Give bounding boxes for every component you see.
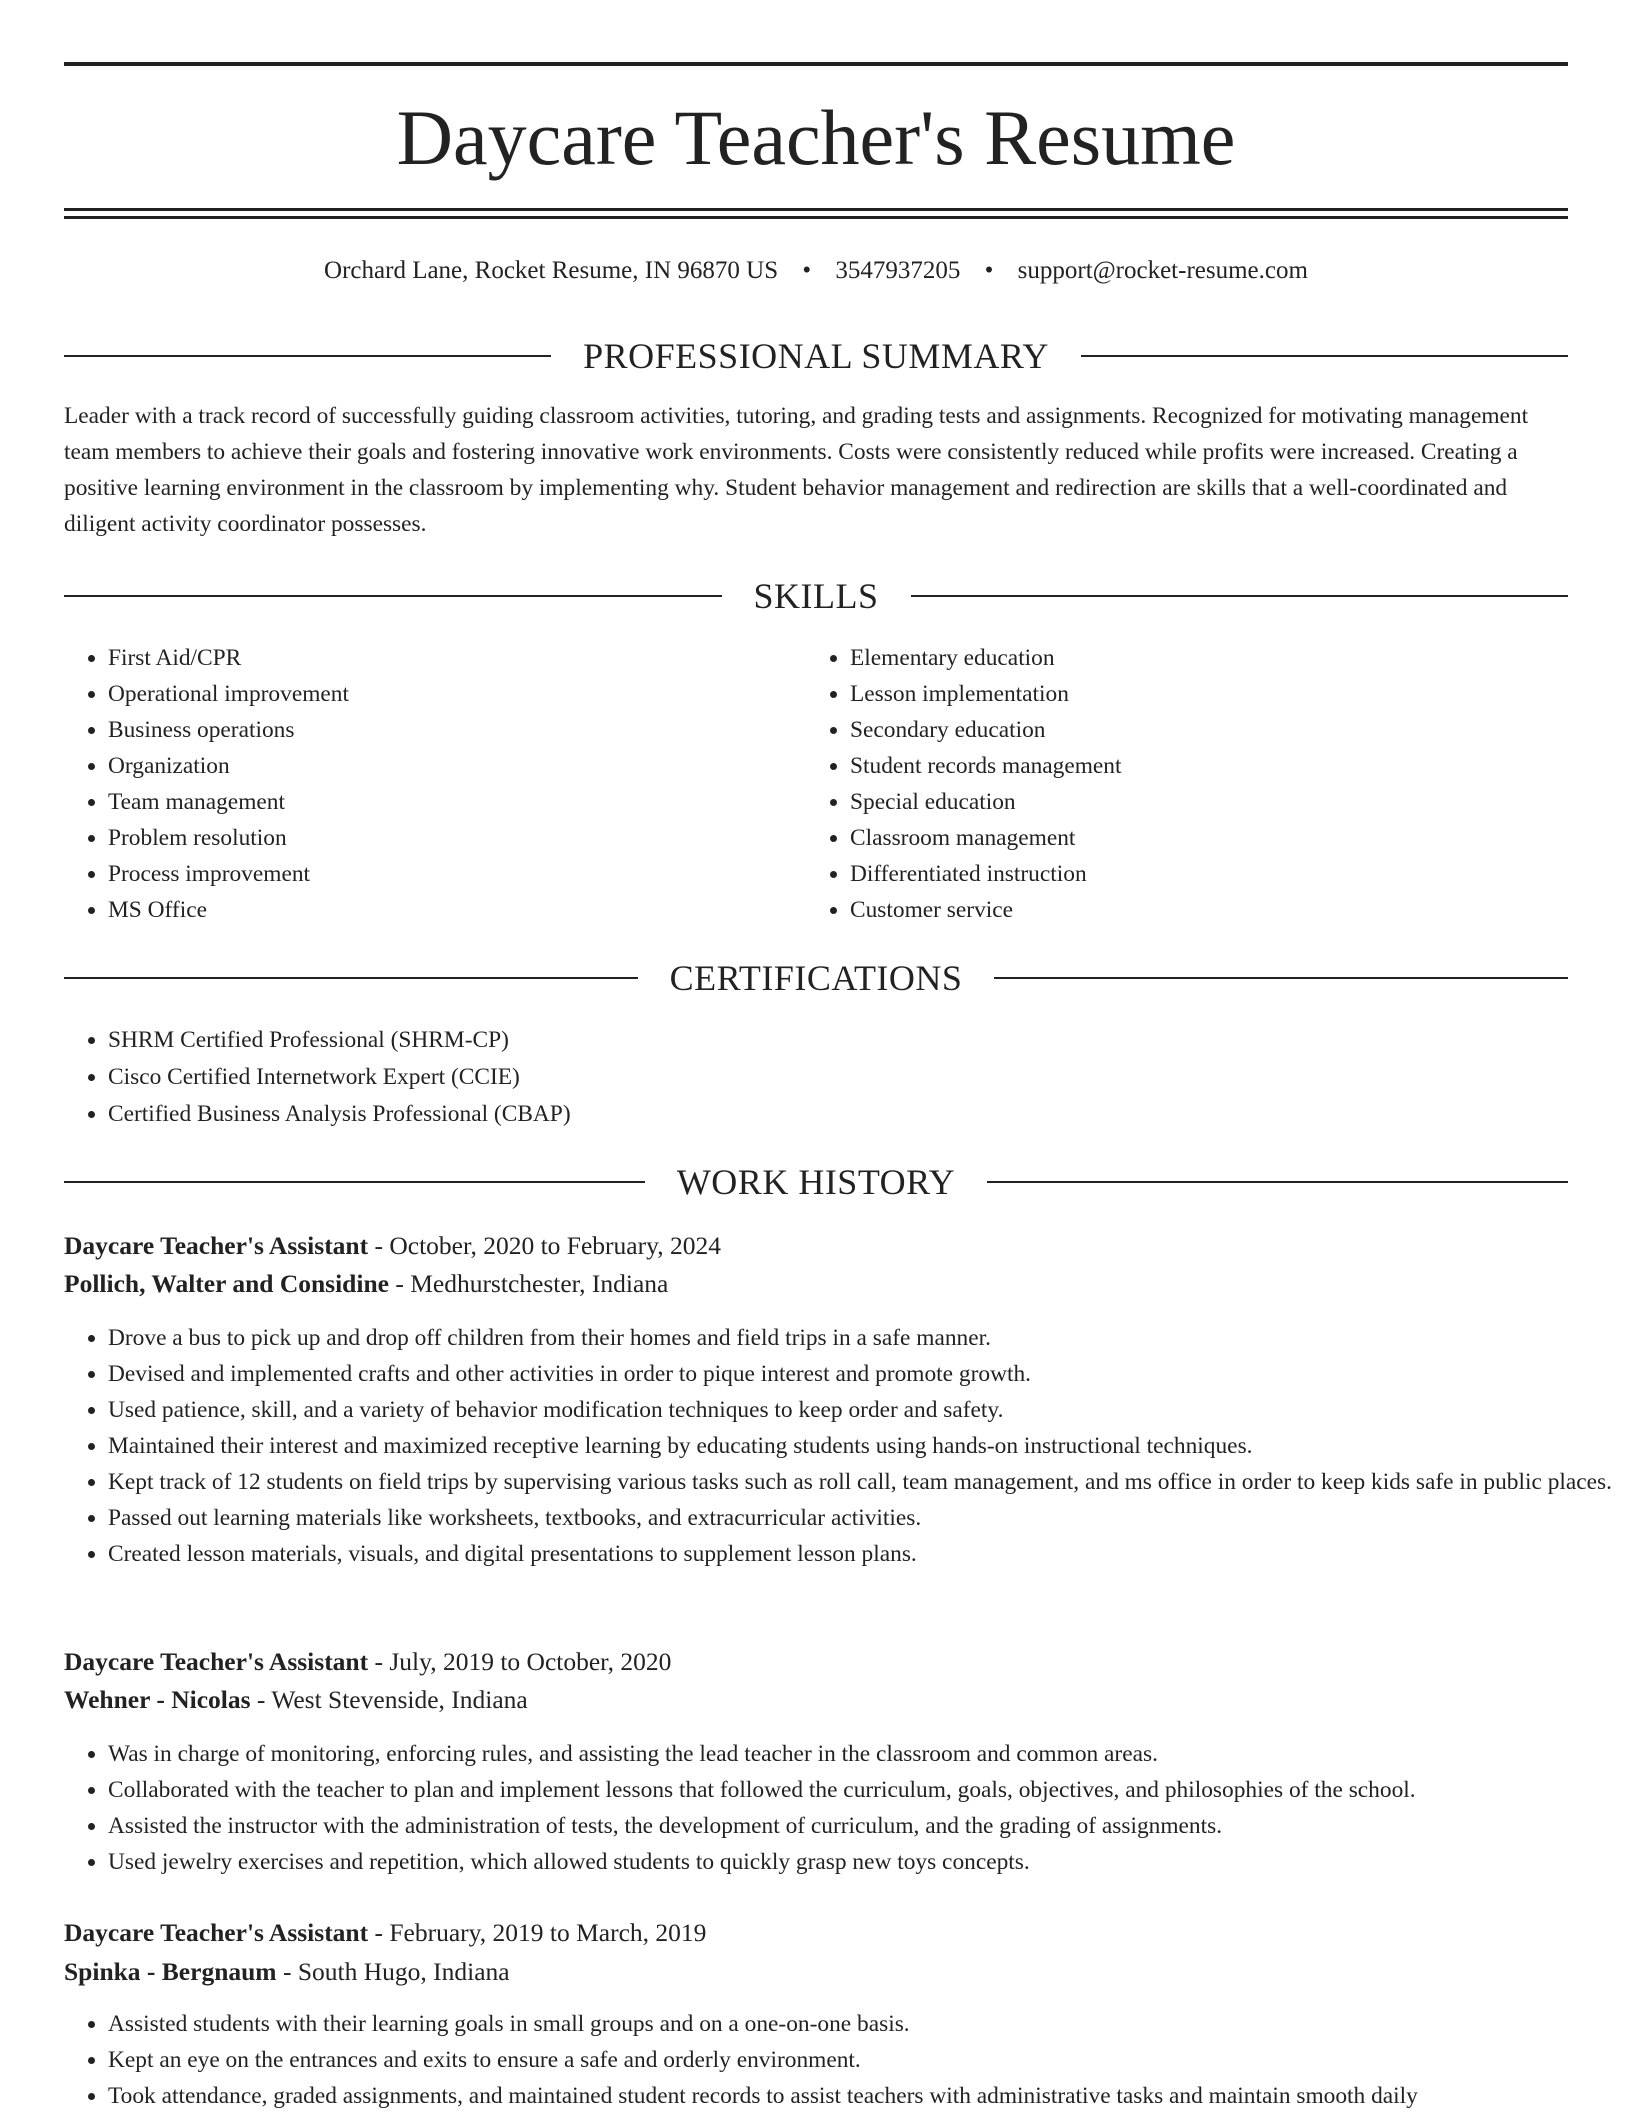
section-heading-summary: [64, 334, 1568, 378]
skill-item: • Elementary education: [850, 640, 1590, 676]
job-location-separator: -: [395, 1269, 411, 1298]
job-title: Daycare Teacher's Assistant: [64, 1918, 369, 1947]
heading-rule: [987, 1181, 1568, 1183]
job-dates: February, 2019 to March, 2019: [389, 1918, 707, 1947]
job-bullet: • Drove a bus to pick up and drop off children from their homes and field trips in a safe manner.: [108, 1320, 1612, 1356]
skill-item: • Process improvement: [108, 856, 848, 892]
certification-item: • Certified Business Analysis Professional (CBAP): [108, 1096, 1612, 1133]
job-bullet: • Assisted students with their learning goals in small groups and on a one-on-one basis.: [108, 2006, 1612, 2042]
job-bullet: • Maintained their interest and maximized receptive learning by educating students using hands-on instructional techniques.: [108, 1428, 1612, 1464]
job-bullet: • Passed out learning materials like worksheets, textbooks, and extracurricular activities.: [108, 1500, 1612, 1536]
contact-line: [64, 253, 1568, 289]
skill-item: • Problem resolution: [108, 820, 848, 856]
summary-text: Leader with a track record of successfully guiding classroom activities, tutoring, and grading tests and assignments. Recognized for motivating management team members to achieve their goals and fostering innovative work environments. Costs were consistently reduced while profits were increased. Creating a positive learning environment in the classroom by implementing why. Student behavior management and redirection are skills that a well-coordinated and diligent activity coordinator possesses.: [64, 403, 1529, 537]
job-dates-separator: -: [374, 1231, 390, 1260]
heading-rule: [64, 355, 551, 357]
skill-item: • MS Office: [108, 892, 848, 928]
job-bullet: • Kept an eye on the entrances and exits to ensure a safe and orderly environment.: [108, 2042, 1612, 2078]
skill-item: • Student records management: [850, 748, 1590, 784]
skill-item: • Special education: [850, 784, 1590, 820]
certifications-list: [64, 1022, 1612, 1133]
job-location: West Stevenside, Indiana: [271, 1685, 528, 1714]
job-location: Medhurstchester, Indiana: [410, 1269, 669, 1298]
job-company-line: [64, 1681, 1568, 1719]
skill-item: • Secondary education: [850, 712, 1590, 748]
skills-list-left: [64, 640, 848, 928]
job-title-line: [64, 1643, 1568, 1681]
job-bullet: • Devised and implemented crafts and other activities in order to pique interest and promote growth.: [108, 1356, 1612, 1392]
job-dates-separator: -: [374, 1918, 390, 1947]
section-title: PROFESSIONAL SUMMARY: [583, 336, 1049, 376]
skill-item: • Organization: [108, 748, 848, 784]
job-dates-separator: -: [374, 1647, 390, 1676]
job-company: Wehner - Nicolas: [64, 1685, 251, 1714]
section-heading-work-history: [64, 1160, 1568, 1204]
certification-item: • SHRM Certified Professional (SHRM-CP): [108, 1022, 1612, 1059]
job-location: South Hugo, Indiana: [297, 1957, 510, 1986]
job-dates: October, 2020 to February, 2024: [389, 1231, 721, 1260]
job-title-line: [64, 1227, 1568, 1265]
job-bullet: • Was in charge of monitoring, enforcing rules, and assisting the lead teacher in the classroom and common areas.: [108, 1736, 1612, 1772]
section-title: CERTIFICATIONS: [669, 958, 963, 998]
contact-separator: •: [802, 257, 812, 284]
heading-rule: [994, 977, 1568, 979]
job-company: Pollich, Walter and Considine: [64, 1269, 389, 1298]
job-location-separator: -: [282, 1957, 298, 1986]
certification-item: • Cisco Certified Internetwork Expert (CCIE): [108, 1059, 1612, 1096]
job-company: Spinka - Bergnaum: [64, 1957, 277, 1986]
job-bullet: • Used patience, skill, and a variety of behavior modification techniques to keep order and safety.: [108, 1392, 1612, 1428]
section-heading-skills: [64, 574, 1568, 618]
contact-email: support@rocket-resume.com: [1017, 257, 1308, 284]
skill-item: • Customer service: [850, 892, 1590, 928]
job-company-line: [64, 1953, 1568, 1991]
job-company-line: [64, 1265, 1568, 1303]
skills-list-right: [806, 640, 1590, 928]
job-title: Daycare Teacher's Assistant: [64, 1231, 369, 1260]
section-title: SKILLS: [753, 576, 879, 616]
page-title: Daycare Teacher's Resume: [396, 94, 1236, 181]
job-title-line: [64, 1914, 1568, 1952]
job-bullets: [64, 1736, 1612, 1880]
job-bullet: • Collaborated with the teacher to plan and implement lessons that followed the curriculum, goals, objectives, and philosophies of the school.: [108, 1772, 1612, 1808]
contact-phone: 3547937205: [835, 257, 961, 284]
contact-address: Orchard Lane, Rocket Resume, IN 96870 US: [324, 257, 779, 284]
job-location-separator: -: [256, 1685, 272, 1714]
contact-separator: •: [984, 257, 994, 284]
section-heading-certifications: [64, 956, 1568, 1000]
skill-item: • Team management: [108, 784, 848, 820]
heading-rule: [64, 977, 638, 979]
job-bullets: [64, 1320, 1612, 1572]
heading-rule: [64, 595, 722, 597]
job-bullets: [64, 2006, 1612, 2114]
skill-item: • Operational improvement: [108, 676, 848, 712]
top-rule: [64, 62, 1568, 66]
section-title: WORK HISTORY: [676, 1162, 956, 1202]
skill-item: • First Aid/CPR: [108, 640, 848, 676]
title-double-rule: [64, 208, 1568, 219]
job-bullet: • Kept track of 12 students on field trips by supervising various tasks such as roll call, team management, and ms office in order to keep kids safe in public places.: [108, 1464, 1612, 1500]
job-bullet: • Created lesson materials, visuals, and digital presentations to supplement lesson plans.: [108, 1536, 1612, 1572]
job-bullet: • Assisted the instructor with the administration of tests, the development of curriculum, and the grading of assignments.: [108, 1808, 1612, 1844]
job-dates: July, 2019 to October, 2020: [389, 1647, 672, 1676]
heading-rule: [911, 595, 1569, 597]
skill-item: • Business operations: [108, 712, 848, 748]
skill-item: • Classroom management: [850, 820, 1590, 856]
job-bullet: • Used jewelry exercises and repetition, which allowed students to quickly grasp new toys concepts.: [108, 1844, 1612, 1880]
job-bullet: • Took attendance, graded assignments, and maintained student records to assist teachers with administrative tasks and maintain smooth daily: [108, 2078, 1612, 2114]
skill-item: • Differentiated instruction: [850, 856, 1590, 892]
skill-item: • Lesson implementation: [850, 676, 1590, 712]
heading-rule: [64, 1181, 645, 1183]
job-title: Daycare Teacher's Assistant: [64, 1647, 369, 1676]
heading-rule: [1081, 355, 1568, 357]
